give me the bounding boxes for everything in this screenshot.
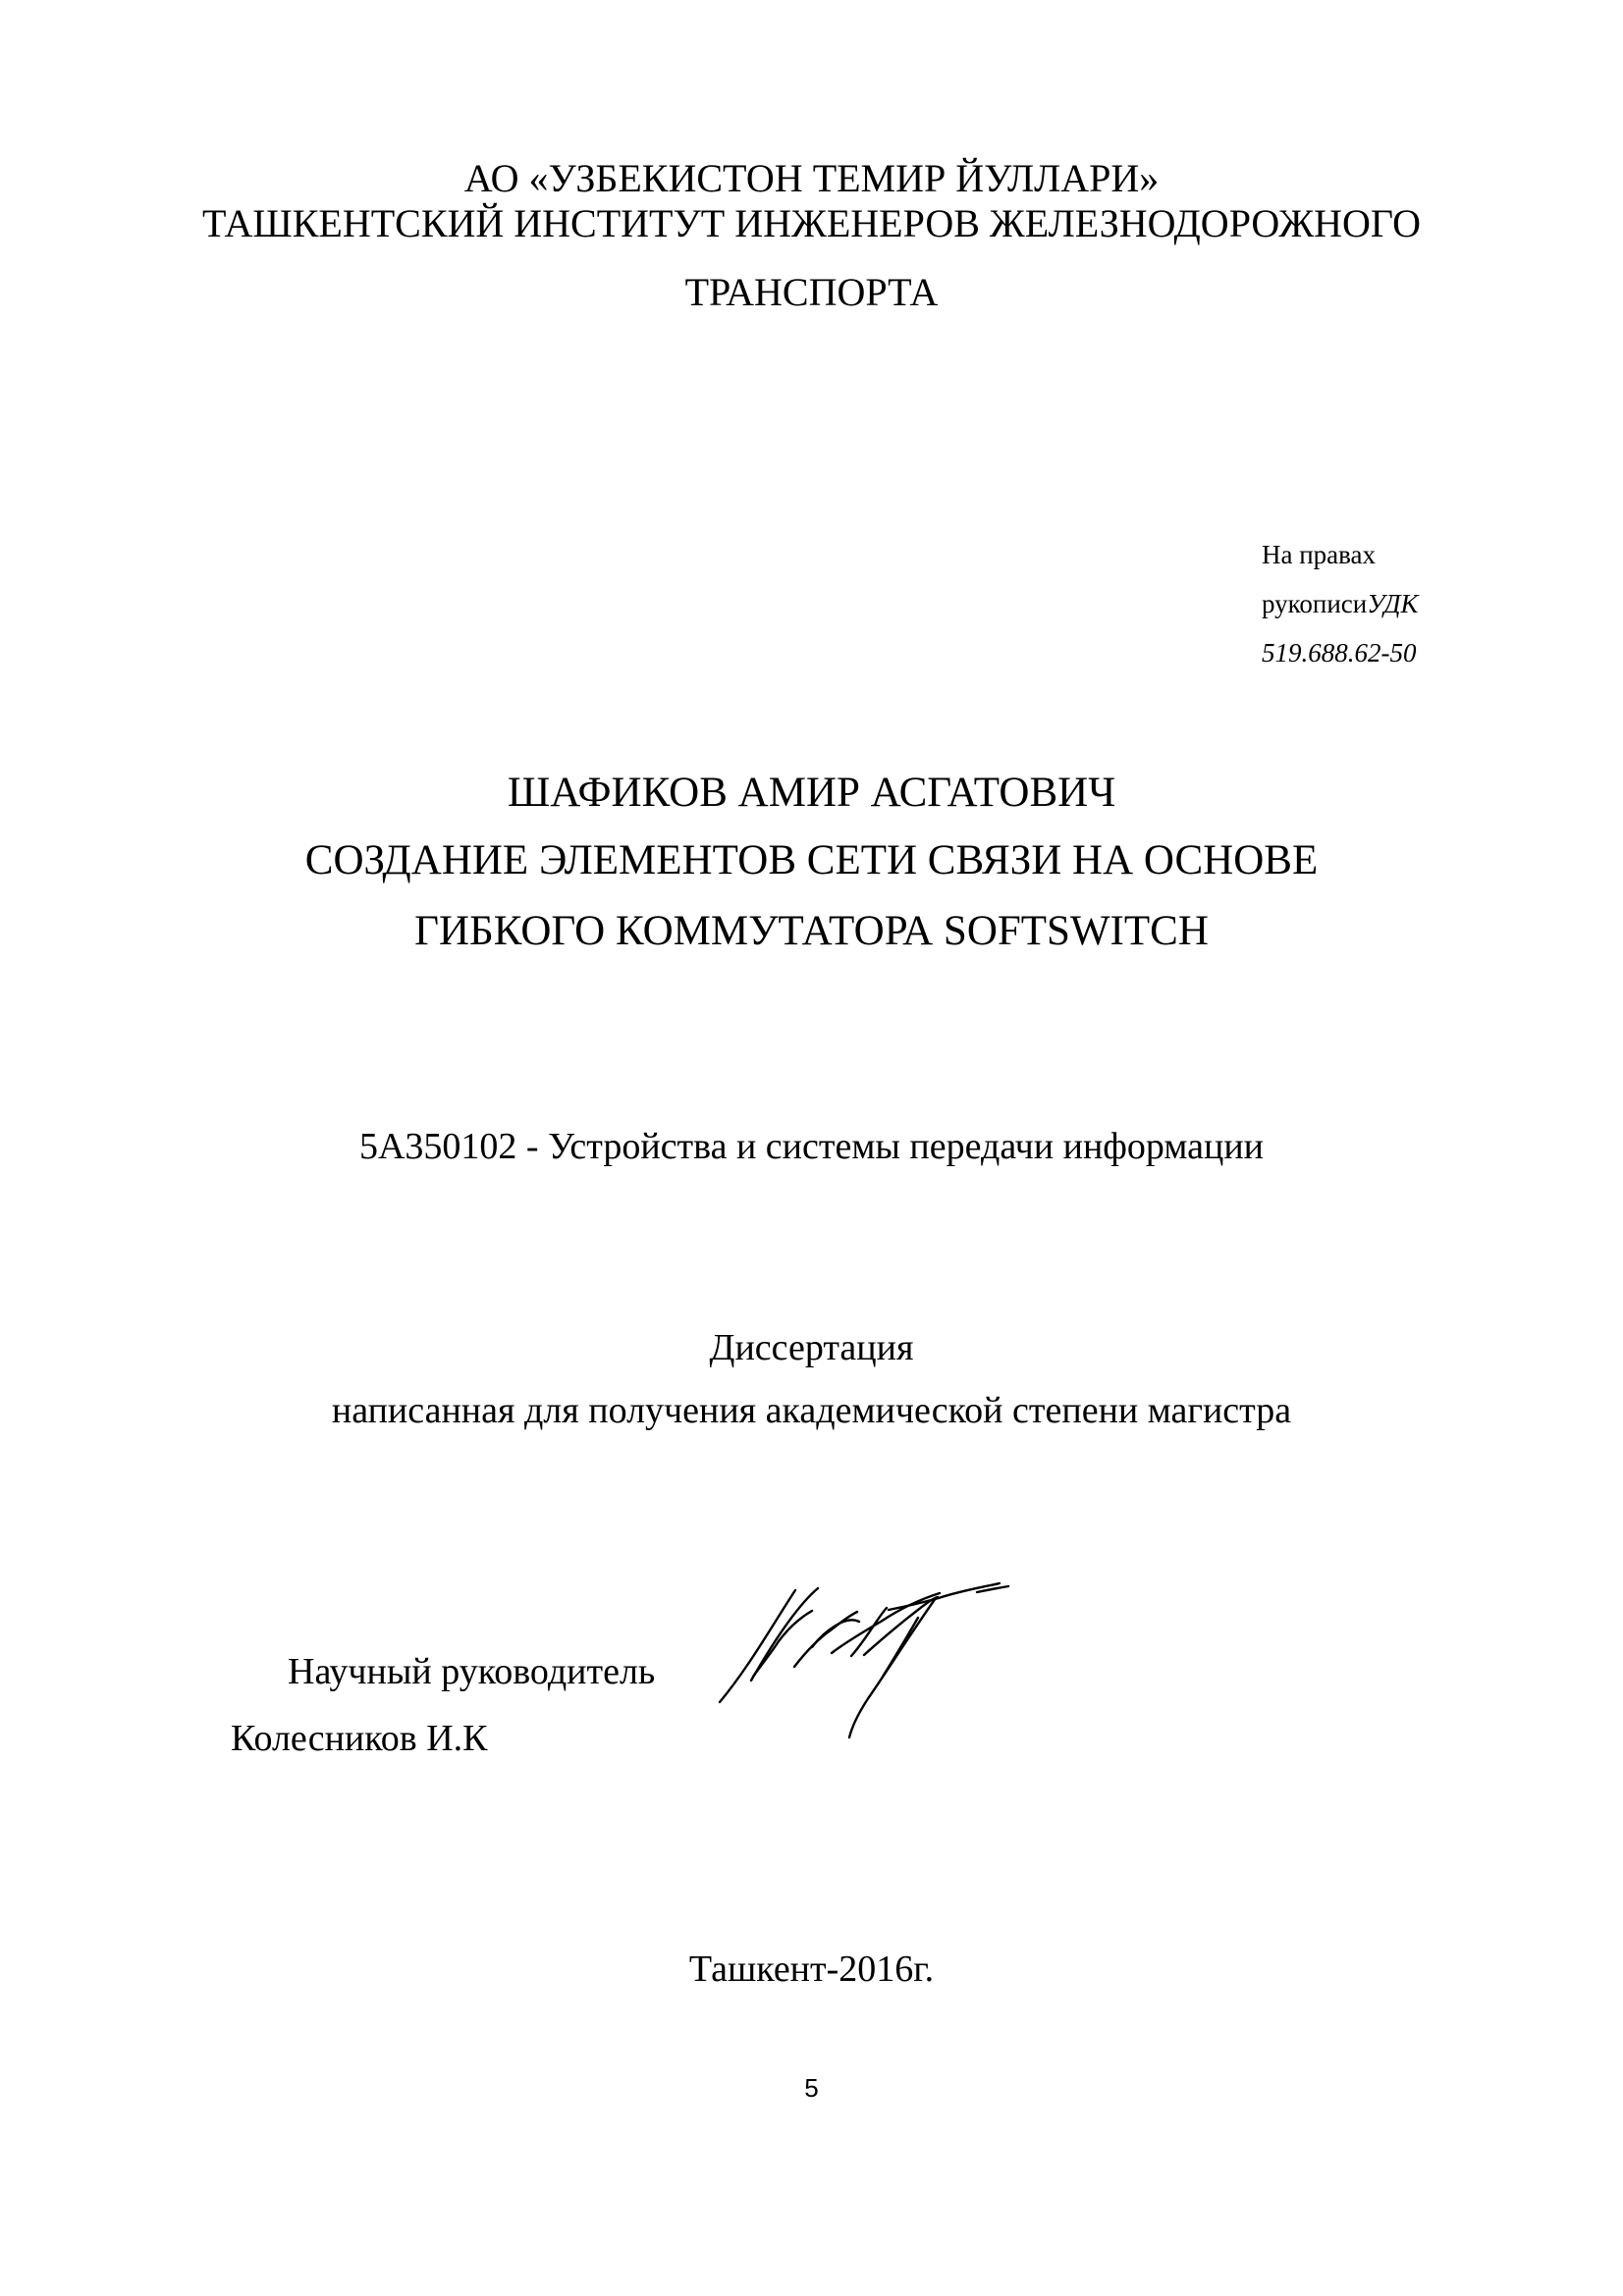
specialty-code: 5А350102 - Устройства и системы передачи информации — [358, 1126, 1265, 1167]
handwritten-signature — [702, 1571, 1055, 1767]
udk-label: УДК — [1367, 589, 1419, 618]
thesis-title-line-2: ГИБКОГО КОММУТАТОРА SOFTSWITCH — [414, 908, 1209, 954]
degree-purpose: написанная для получения академической степени магистра — [331, 1390, 1292, 1431]
rights-line-2 — [1262, 579, 1497, 628]
institute-line-continued: ТРАНСПОРТА — [684, 270, 939, 314]
thesis-title-line-1: СОЗДАНИЕ ЭЛЕМЕНТОВ СЕТИ СВЯЗИ НА ОСНОВЕ — [304, 837, 1319, 883]
supervisor-role: Научный руководитель — [288, 1651, 656, 1692]
document-type: Диссертация — [709, 1327, 914, 1368]
rights-manuscript-text: рукописи — [1262, 589, 1368, 618]
supervisor-name: Колесников И.К — [231, 1718, 488, 1759]
institute-line: ТАШКЕНТСКИЙ ИНСТИТУТ ИНЖЕНЕРОВ ЖЕЛЕЗНОДОРОЖНОГО — [202, 201, 1421, 245]
udk-code: 519.688.62-50 — [1262, 638, 1417, 667]
place-and-year: Ташкент-2016г. — [688, 1949, 935, 1990]
rights-line-1: На правах — [1262, 540, 1377, 569]
organization-line: АО «УЗБЕКИСТОН ТЕМИР ЙУЛЛАРИ» — [463, 156, 1160, 200]
manuscript-rights-block — [1262, 530, 1497, 677]
author-name: ШАФИКОВ АМИР АСГАТОВИЧ — [507, 770, 1116, 816]
page-number: 5 — [804, 2073, 819, 2103]
